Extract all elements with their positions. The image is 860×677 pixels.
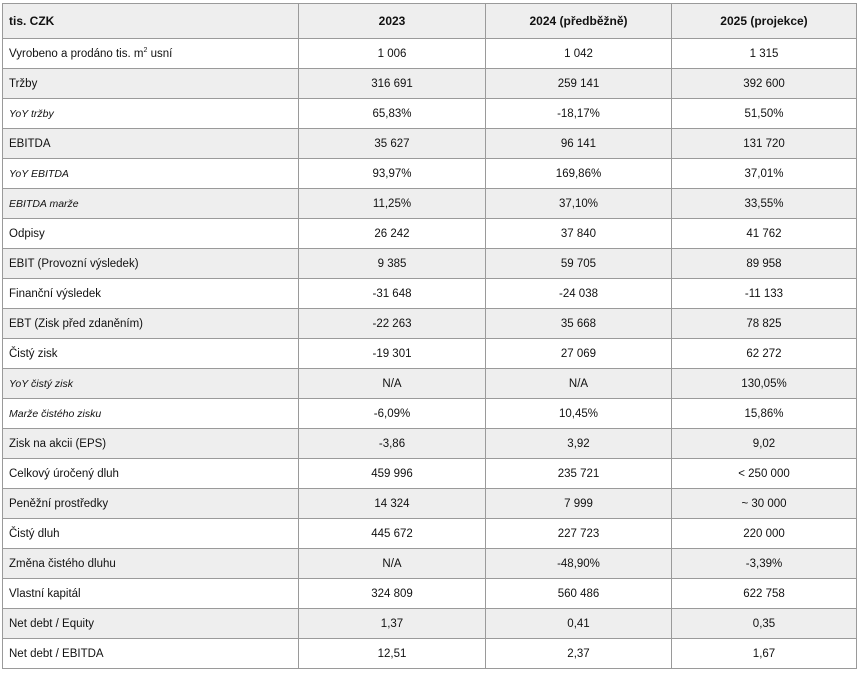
row-value: -24 038 [486, 279, 672, 309]
row-value: 59 705 [486, 249, 672, 279]
row-value: 9,02 [672, 429, 857, 459]
table-row [3, 129, 857, 159]
row-value: 93,97% [299, 159, 486, 189]
row-label: EBIT (Provozní výsledek) [3, 249, 299, 279]
row-value: 1 042 [486, 39, 672, 69]
row-value: 0,41 [486, 609, 672, 639]
row-value: -31 648 [299, 279, 486, 309]
header-unit: tis. CZK [3, 4, 299, 39]
table-row [3, 459, 857, 489]
row-value: 12,51 [299, 639, 486, 669]
row-value: 37,01% [672, 159, 857, 189]
row-value: -11 133 [672, 279, 857, 309]
row-value: -18,17% [486, 99, 672, 129]
row-value: 392 600 [672, 69, 857, 99]
row-label: YoY čistý zisk [3, 369, 299, 399]
table-row [3, 189, 857, 219]
row-value: 33,55% [672, 189, 857, 219]
row-value: -3,86 [299, 429, 486, 459]
row-value: 27 069 [486, 339, 672, 369]
financial-table-container [2, 3, 857, 669]
row-value: 11,25% [299, 189, 486, 219]
header-2024: 2024 (předběžně) [486, 4, 672, 39]
row-label: Net debt / Equity [3, 609, 299, 639]
row-value: -48,90% [486, 549, 672, 579]
row-label: YoY tržby [3, 99, 299, 129]
row-value: 14 324 [299, 489, 486, 519]
row-value: 1,67 [672, 639, 857, 669]
table-row [3, 99, 857, 129]
table-row [3, 519, 857, 549]
row-value: N/A [299, 549, 486, 579]
row-label: Net debt / EBITDA [3, 639, 299, 669]
table-row [3, 69, 857, 99]
row-value: 78 825 [672, 309, 857, 339]
row-label: Změna čistého dluhu [3, 549, 299, 579]
table-row [3, 249, 857, 279]
row-value: 1,37 [299, 609, 486, 639]
table-row [3, 39, 857, 69]
table-body [3, 39, 857, 669]
row-value: -19 301 [299, 339, 486, 369]
row-value: 459 996 [299, 459, 486, 489]
row-value: 131 720 [672, 129, 857, 159]
row-label: Čistý dluh [3, 519, 299, 549]
row-value: 227 723 [486, 519, 672, 549]
row-value: 89 958 [672, 249, 857, 279]
row-label: EBITDA [3, 129, 299, 159]
row-value: 26 242 [299, 219, 486, 249]
row-value: 2,37 [486, 639, 672, 669]
row-value: 235 721 [486, 459, 672, 489]
row-label: Vyrobeno a prodáno tis. $m^2$ usní [3, 39, 299, 69]
row-value: 96 141 [486, 129, 672, 159]
row-label: Tržby [3, 69, 299, 99]
row-label: Finanční výsledek [3, 279, 299, 309]
table-row [3, 609, 857, 639]
header-row [3, 4, 857, 39]
table-row [3, 339, 857, 369]
row-value: 9 385 [299, 249, 486, 279]
row-label: YoY EBITDA [3, 159, 299, 189]
row-value: 445 672 [299, 519, 486, 549]
row-value: N/A [299, 369, 486, 399]
row-value: 220 000 [672, 519, 857, 549]
header-2023: 2023 [299, 4, 486, 39]
row-label: EBITDA marže [3, 189, 299, 219]
row-value: 3,92 [486, 429, 672, 459]
row-value: < 250 000 [672, 459, 857, 489]
row-label: Zisk na akcii (EPS) [3, 429, 299, 459]
row-value: 51,50% [672, 99, 857, 129]
table-row [3, 489, 857, 519]
row-value: 1 315 [672, 39, 857, 69]
table-row [3, 159, 857, 189]
row-value: 130,05% [672, 369, 857, 399]
financial-table [2, 3, 857, 669]
row-value: 37 840 [486, 219, 672, 249]
row-value: 35 668 [486, 309, 672, 339]
table-row [3, 549, 857, 579]
table-row [3, 369, 857, 399]
row-value: 1 006 [299, 39, 486, 69]
row-value: -3,39% [672, 549, 857, 579]
row-value: 7 999 [486, 489, 672, 519]
row-value: 0,35 [672, 609, 857, 639]
table-row [3, 309, 857, 339]
row-value: 560 486 [486, 579, 672, 609]
row-value: -6,09% [299, 399, 486, 429]
row-value: 35 627 [299, 129, 486, 159]
row-value: 15,86% [672, 399, 857, 429]
row-label: Čistý zisk [3, 339, 299, 369]
row-label: Marže čistého zisku [3, 399, 299, 429]
row-value: ~ 30 000 [672, 489, 857, 519]
row-value: 169,86% [486, 159, 672, 189]
row-value: 65,83% [299, 99, 486, 129]
row-label: Celkový úročený dluh [3, 459, 299, 489]
table-row [3, 639, 857, 669]
row-value: 324 809 [299, 579, 486, 609]
row-value: 622 758 [672, 579, 857, 609]
row-value: 259 141 [486, 69, 672, 99]
header-2025: 2025 (projekce) [672, 4, 857, 39]
row-label: Peněžní prostředky [3, 489, 299, 519]
row-value: 10,45% [486, 399, 672, 429]
row-label: Odpisy [3, 219, 299, 249]
row-label: EBT (Zisk před zdaněním) [3, 309, 299, 339]
row-value: 62 272 [672, 339, 857, 369]
row-label: Vlastní kapitál [3, 579, 299, 609]
table-row [3, 279, 857, 309]
row-value: 316 691 [299, 69, 486, 99]
row-value: -22 263 [299, 309, 486, 339]
table-row [3, 219, 857, 249]
table-row [3, 579, 857, 609]
row-value: 41 762 [672, 219, 857, 249]
table-row [3, 429, 857, 459]
row-value: N/A [486, 369, 672, 399]
row-value: 37,10% [486, 189, 672, 219]
table-row [3, 399, 857, 429]
